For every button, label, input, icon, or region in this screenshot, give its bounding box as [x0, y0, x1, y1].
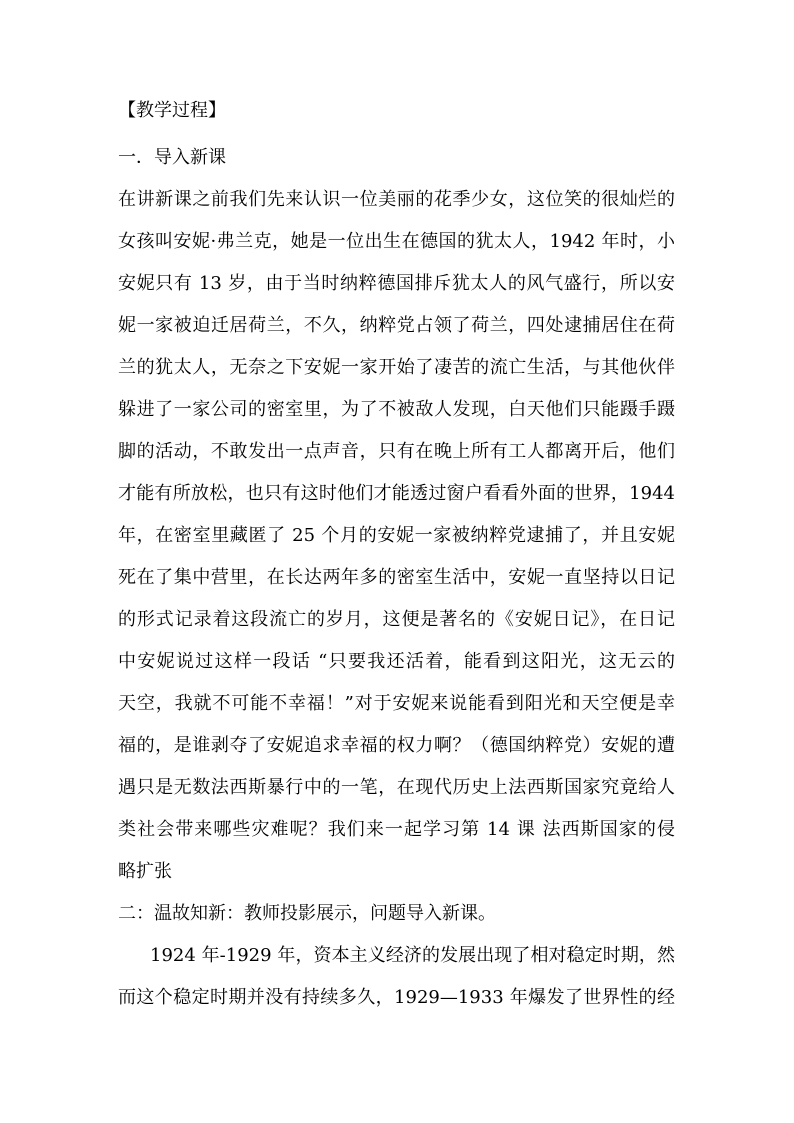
paragraph-line: 而这个稳定时期并没有持续多久，1929—1933 年爆发了世界性的经	[118, 987, 675, 1008]
paragraph-line: 死在了集中营里，在长达两年多的密室生活中，安妮一直坚持以日记	[118, 567, 675, 588]
paragraph-line: 脚的活动，不敢发出一点声音，只有在晚上所有工人都离开后，他们	[118, 441, 675, 462]
paragraph-line: 福的，是谁剥夺了安妮追求幸福的权力啊？（德国纳粹党）安妮的遭	[118, 735, 675, 756]
paragraph-line: 中安妮说过这样一段话 “只要我还活着，能看到这阳光，这无云的	[118, 651, 675, 672]
paragraph-line: 略扩张	[118, 861, 172, 882]
paragraph-line: 遇只是无数法西斯暴行中的一笔，在现代历史上法西斯国家究竟给人	[118, 777, 675, 798]
section2-title: 二：温故知新：教师投影展示，问题导入新课。	[118, 903, 496, 924]
paragraph-line: 妮一家被迫迁居荷兰，不久，纳粹党占领了荷兰，四处逮捕居住在荷	[118, 315, 675, 336]
paragraph-line: 1924 年-1929 年，资本主义经济的发展出现了相对稳定时期，然	[150, 945, 675, 966]
paragraph-line: 才能有所放松，也只有这时他们才能透过窗户看看外面的世界，1944	[118, 483, 675, 504]
paragraph-line: 女孩叫安妮·弗兰克，她是一位出生在德国的犹太人，1942 年时，小	[118, 231, 675, 252]
section-heading: 【教学过程】	[118, 100, 226, 121]
paragraph-line: 躲进了一家公司的密室里，为了不被敌人发现，白天他们只能蹑手蹑	[118, 399, 675, 420]
section1-title: 一．导入新课	[118, 147, 226, 168]
paragraph-line: 天空，我就不可能不幸福！”对于安妮来说能看到阳光和天空便是幸	[118, 693, 675, 714]
paragraph-line: 年，在密室里藏匿了 25 个月的安妮一家被纳粹党逮捕了，并且安妮	[118, 525, 675, 546]
paragraph-line: 兰的犹太人，无奈之下安妮一家开始了凄苦的流亡生活，与其他伙伴	[118, 357, 675, 378]
paragraph-line: 的形式记录着这段流亡的岁月，这便是著名的《安妮日记》，在日记	[118, 609, 675, 630]
paragraph-line: 在讲新课之前我们先来认识一位美丽的花季少女，这位笑的很灿烂的	[118, 189, 675, 210]
paragraph-line: 类社会带来哪些灾难呢？我们来一起学习第 14 课 法西斯国家的侵	[118, 819, 675, 840]
paragraph-line: 安妮只有 13 岁，由于当时纳粹德国排斥犹太人的风气盛行，所以安	[118, 273, 675, 294]
